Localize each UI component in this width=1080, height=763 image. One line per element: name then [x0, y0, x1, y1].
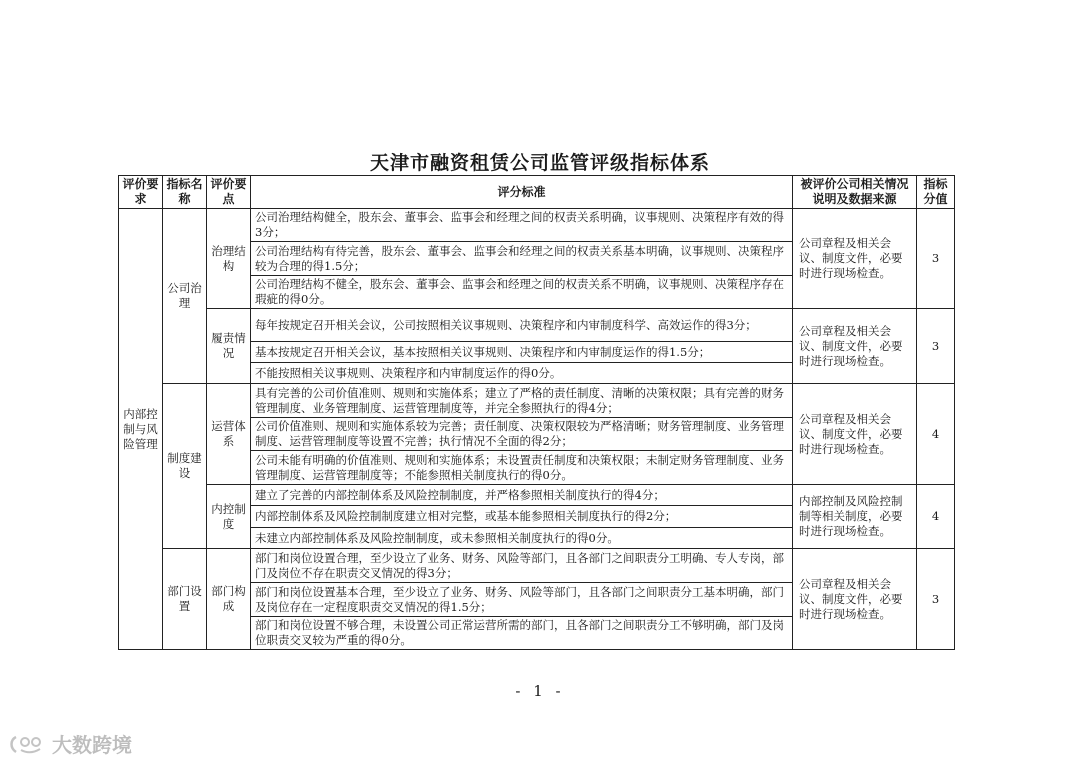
criteria-cell: 每年按规定召开相关会议，公司按照相关议事规则、决策程序和内审制度科学、高效运作的得3分； — [251, 309, 793, 342]
criteria-cell: 基本按规定召开相关会议，基本按照相关议事规则、决策程序和内审制度运作的得1.5分； — [251, 342, 793, 363]
eval-requirement-cell: 内部控制与风险管理 — [119, 209, 163, 650]
indicator-name-cell: 公司治理 — [163, 209, 207, 384]
criteria-cell: 公司治理结构有待完善，股东会、董事会、监事会和经理之间的权责关系基本明确，议事规则、决策程序较为合理的得1.5分； — [251, 242, 793, 276]
eval-point-cell: 运营体系 — [207, 384, 251, 485]
score-cell: 3 — [917, 549, 955, 650]
eval-point-cell: 治理结构 — [207, 209, 251, 309]
header-criteria: 评分标准 — [251, 176, 793, 209]
criteria-cell: 部门和岗位设置基本合理，至少设立了业务、财务、风险等部门，且各部门之间职责分工基本明确，部门及岗位存在一定程度职责交叉情况的得1.5分； — [251, 583, 793, 617]
criteria-cell: 内部控制体系及风险控制制度建立相对完整，或基本能参照相关制度执行的得2分； — [251, 506, 793, 528]
table-row — [119, 549, 955, 583]
score-cell: 3 — [917, 309, 955, 384]
score-cell: 4 — [917, 485, 955, 549]
source-cell: 内部控制及风险控制制等相关制度，必要时进行现场检查。 — [793, 485, 917, 549]
header-source: 被评价公司相关情况说明及数据来源 — [793, 176, 917, 209]
brand-logo-icon — [8, 732, 48, 756]
table-row — [119, 384, 955, 418]
criteria-cell: 具有完善的公司价值准则、规则和实施体系；建立了严格的责任制度、清晰的决策权限；具有完善的财务管理制度、业务管理制度、运营管理制度等，并完全参照执行的得4分； — [251, 384, 793, 418]
source-cell: 公司章程及相关会议、制度文件，必要时进行现场检查。 — [793, 209, 917, 309]
criteria-cell: 公司治理结构不健全，股东会、董事会、监事会和经理之间的权责关系不明确，议事规则、决策程序存在瑕疵的得0分。 — [251, 276, 793, 309]
watermark — [8, 729, 132, 758]
criteria-cell: 未建立内部控制体系及风险控制制度，或未参照相关制度执行的得0分。 — [251, 528, 793, 549]
score-cell: 4 — [917, 384, 955, 485]
criteria-cell: 公司未能有明确的价值准则、规则和实施体系；未设置责任制度和决策权限；未制定财务管理制度、业务管理制度、运营管理制度等；不能参照相关制度执行的得0分。 — [251, 451, 793, 485]
header-eval-points: 评价要点 — [207, 176, 251, 209]
criteria-cell: 部门和岗位设置合理，至少设立了业务、财务、风险等部门，且各部门之间职责分工明确、专人专岗，部门及岗位不存在职责交叉情况的得3分； — [251, 549, 793, 583]
criteria-cell: 公司价值准则、规则和实施体系较为完善；责任制度、决策权限较为严格清晰；财务管理制度、业务管理制度、运营管理制度等设置不完善；执行情况不全面的得2分； — [251, 418, 793, 451]
page-number: - 1 - — [515, 682, 565, 700]
document-title: 天津市融资租赁公司监管评级指标体系 — [369, 152, 710, 174]
source-cell: 公司章程及相关会议、制度文件，必要时进行现场检查。 — [793, 384, 917, 485]
table-row — [119, 309, 955, 342]
indicator-name-cell: 部门设置 — [163, 549, 207, 650]
criteria-cell: 部门和岗位设置不够合理，未设置公司正常运营所需的部门，且各部门之间职责分工不够明确，部门及岗位职责交叉较为严重的得0分。 — [251, 617, 793, 650]
source-cell: 公司章程及相关会议、制度文件，必要时进行现场检查。 — [793, 309, 917, 384]
eval-point-cell: 履责情况 — [207, 309, 251, 384]
criteria-cell: 建立了完善的内部控制体系及风险控制制度，并严格参照相关制度执行的得4分； — [251, 485, 793, 506]
header-eval-requirement: 评价要求 — [119, 176, 163, 209]
watermark-text: 大数跨境 — [52, 733, 132, 757]
table-row — [119, 209, 955, 242]
table-header-row — [119, 176, 955, 209]
header-score: 指标分值 — [917, 176, 955, 209]
score-cell: 3 — [917, 209, 955, 309]
source-cell: 公司章程及相关会议、制度文件，必要时进行现场检查。 — [793, 549, 917, 650]
criteria-cell: 公司治理结构健全，股东会、董事会、监事会和经理之间的权责关系明确，议事规则、决策程序有效的得3分； — [251, 209, 793, 242]
table-row — [119, 485, 955, 506]
eval-point-cell: 内控制度 — [207, 485, 251, 549]
header-indicator-name: 指标名称 — [163, 176, 207, 209]
rating-indicator-table — [118, 175, 955, 650]
criteria-cell: 不能按照相关议事规则、决策程序和内审制度运作的得0分。 — [251, 363, 793, 384]
indicator-name-cell: 制度建设 — [163, 384, 207, 549]
eval-point-cell: 部门构成 — [207, 549, 251, 650]
